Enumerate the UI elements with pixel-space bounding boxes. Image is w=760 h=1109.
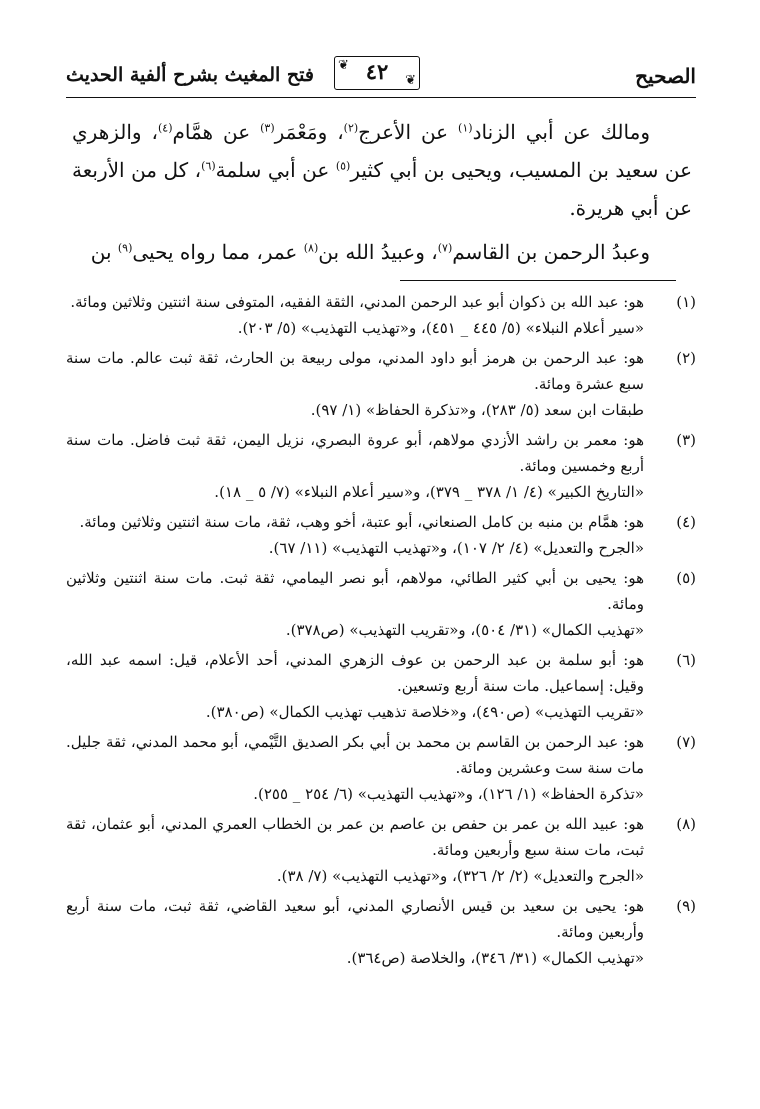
footnote-text: هو: معمر بن راشد الأزدي مولاهم، أبو عروة البصري، نزيل اليمن، ثقة ثبت فاضل. مات سنة أربع وخمسين ومائة. <box>66 431 644 475</box>
footnote-source: طبقات ابن سعد (٥/ ٢٨٣)، و«تذكرة الحفاظ» (١/ ٩٧). <box>310 401 644 419</box>
footnote-text: هو: عبد الرحمن بن القاسم بن محمد بن أبي بكر الصديق التَّيْمي، أبو محمد المدني، ثقة جليل. مات سنة ست وعشرين ومائة. <box>66 733 644 777</box>
footnote-text: هو: عبد الله بن ذكوان أبو عبد الرحمن المدني، الثقة الفقيه، المتوفى سنة اثنتين وثلاثين ومائة. <box>70 293 644 311</box>
footnote-number: (٨) <box>676 815 696 833</box>
footnote-number: (٧) <box>676 733 696 751</box>
footnote-marker[interactable]: (٢) <box>343 121 359 135</box>
footnote <box>66 893 696 971</box>
footnote-text: هو: همَّام بن منبه بن كامل الصنعاني، أبو عتبة، أخو وهب، ثقة، مات سنة اثنتين وثلاثين ومائة. <box>79 513 644 531</box>
page-number-box <box>334 56 420 90</box>
footnote <box>66 427 696 505</box>
main-paragraph <box>72 233 692 271</box>
footnote-marker[interactable]: (٨) <box>303 241 319 255</box>
footnote-text: هو: عبيد الله بن عمر بن حفص بن عاصم بن عمر بن الخطاب العمري المدني، أبو عثمان، ثقة ثبت، مات سنة سبع وأربعين ومائة. <box>66 815 644 859</box>
page-number: ٤٢ <box>365 59 389 84</box>
ornament-icon: ❦ <box>338 58 349 73</box>
footnote-text: هو: يحيى بن أبي كثير الطائي، مولاهم، أبو نصر اليمامي، ثقة ثبت. مات سنة اثنتين وثلاثين ومائة. <box>66 569 644 613</box>
footnote-text: هو: يحيى بن سعيد بن قيس الأنصاري المدني، أبو سعيد القاضي، ثقة ثبت، مات سنة أربع وأربعين ومائة. <box>66 897 644 941</box>
footnote-divider <box>400 280 676 281</box>
text-segment: عن أبي سلمة <box>215 158 336 182</box>
ornament-icon: ❦ <box>405 73 416 88</box>
footnote-marker[interactable]: (٤) <box>157 121 173 135</box>
header-divider <box>66 97 696 98</box>
footnote <box>66 565 696 643</box>
footnote-marker[interactable]: (٣) <box>260 121 275 135</box>
footnote <box>66 289 696 341</box>
footnote-number: (٣) <box>676 431 696 449</box>
footnote-marker[interactable]: (٧) <box>437 241 453 255</box>
text-segment: ، كل من الأربعة عن أبي هريرة. <box>72 158 692 220</box>
footnote-number: (٤) <box>676 513 696 531</box>
footnote-source: «الجرح والتعديل» (٤/ ٢/ ١٠٧)، و«تهذيب التهذيب» (١١/ ٦٧). <box>268 539 644 557</box>
main-paragraph <box>72 113 692 227</box>
footnote-source: «التاريخ الكبير» (٤/ ١/ ٣٧٨ _ ٣٧٩)، و«سير أعلام النبلاء» (٧/ ٥ _ ١٨). <box>214 483 644 501</box>
text-segment: عمر، مما رواه يحيى <box>132 240 304 264</box>
footnote-number: (٢) <box>676 349 696 367</box>
text-segment: ومالك عن أبي الزناد <box>472 120 650 144</box>
footnote-number: (٩) <box>676 897 696 915</box>
footnote-text: هو: أبو سلمة بن عبد الرحمن بن عوف الزهري المدني، أحد الأعلام، قيل: اسمه عبد الله، وقيل: إسماعيل. مات سنة أربع وتسعين. <box>66 651 644 695</box>
text-segment: ، والزهري عن سعيد بن المسيب، ويحيى بن أبي كثير <box>72 120 693 182</box>
footnote-number: (٥) <box>676 569 696 587</box>
footnote-marker[interactable]: (٩) <box>117 241 133 255</box>
footnote <box>66 345 696 423</box>
book-title: فتح المغيث بشرح ألفية الحديث <box>66 64 314 86</box>
footnote-source: «تهذيب الكمال» (٣١/ ٥٠٤)، و«تقريب التهذيب» (ص٣٧٨). <box>285 621 644 639</box>
text-segment: ، ومَعْمَر <box>274 120 344 144</box>
text-segment: عن همَّام <box>172 120 261 144</box>
footnote-marker[interactable]: (١) <box>458 121 473 135</box>
footnote <box>66 811 696 889</box>
footnote-source: «الجرح والتعديل» (٢/ ٢/ ٣٢٦)، و«تهذيب التهذيب» (٧/ ٣٨). <box>276 867 644 885</box>
footnote-marker[interactable]: (٥) <box>335 159 351 173</box>
footnote-number: (١) <box>676 293 696 311</box>
running-header <box>66 52 696 98</box>
footnote-marker[interactable]: (٦) <box>201 159 216 173</box>
text-segment: عن الأعرج <box>358 120 459 144</box>
main-text <box>72 113 692 271</box>
footnote <box>66 509 696 561</box>
footnote <box>66 729 696 807</box>
footnotes <box>66 289 696 975</box>
footnote-source: «تقريب التهذيب» (ص٤٩٠)، و«خلاصة تذهيب تهذيب الكمال» (ص٣٨٠). <box>205 703 644 721</box>
footnote-number: (٦) <box>676 651 696 669</box>
section-title: الصحيح <box>635 64 696 88</box>
footnote-source: «سير أعلام النبلاء» (٥/ ٤٤٥ _ ٤٥١)، و«تهذيب التهذيب» (٥/ ٢٠٣). <box>237 319 644 337</box>
footnote <box>66 647 696 725</box>
footnote-text: هو: عبد الرحمن بن هرمز أبو داود المدني، مولى ربيعة بن الحارث، ثقة ثبت عالم. مات سنة سبع عشرة ومائة. <box>66 349 644 393</box>
text-segment: بن <box>90 240 118 264</box>
footnote-source: «تهذيب الكمال» (٣١/ ٣٤٦)، والخلاصة (ص٣٦٤). <box>346 949 644 967</box>
text-segment: وعبدُ الرحمن بن القاسم <box>452 240 650 264</box>
footnote-source: «تذكرة الحفاظ» (١/ ١٢٦)، و«تهذيب التهذيب» (٦/ ٢٥٤ _ ٢٥٥). <box>253 785 644 803</box>
text-segment: ، وعبيدُ الله بن <box>318 240 438 264</box>
